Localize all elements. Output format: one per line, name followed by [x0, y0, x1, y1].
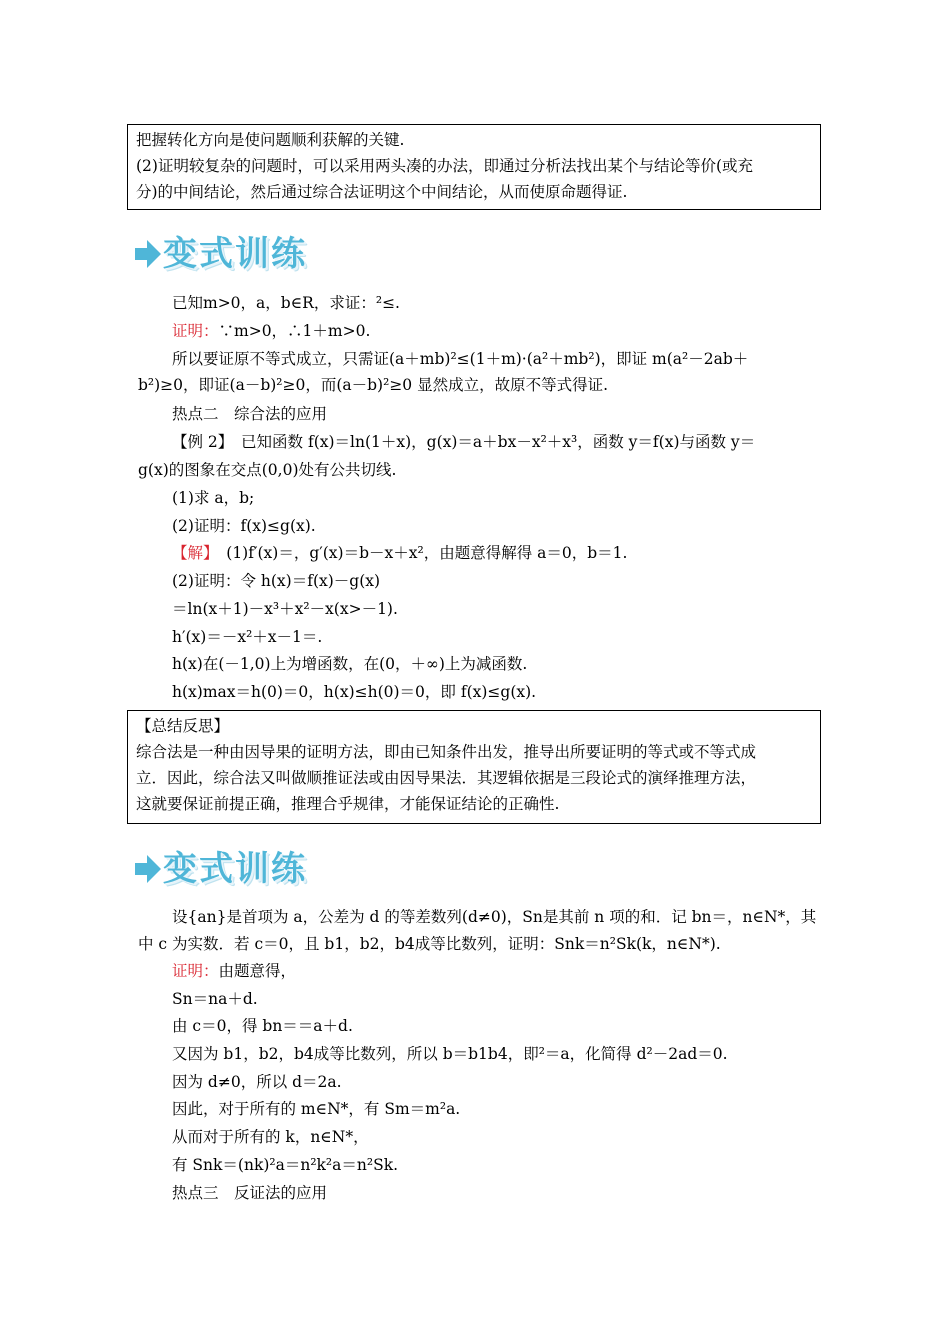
proof-line: 又因为 b1，b2，b4成等比数列，所以 b＝b1b4，即²＝a，化简得 d²－2ad＝0. — [172, 1045, 728, 1063]
solution-text: (1)f′(x)＝，g′(x)＝b－x＋x²，由题意得解得 a＝0，b＝1. — [210, 544, 628, 562]
question-line: (2)证明：f(x)≤g(x). — [172, 517, 316, 535]
box-line: (2)证明较复杂的问题时，可以采用两头凑的办法，即通过分析法找出某个与结论等价(或充 — [136, 157, 754, 175]
proof-line: 因为 d≠0，所以 d＝2a. — [172, 1073, 342, 1091]
section-title: 热点三 反证法的应用 — [172, 1184, 328, 1202]
variant-training-banner — [133, 845, 333, 893]
proof-line: 由 c＝0，得 bn＝＝a＋d. — [172, 1017, 353, 1035]
summary-title: 【总结反思】 — [136, 717, 230, 735]
proof-line: 因此，对于所有的 m∈N*，有 Sm＝m²a. — [172, 1100, 461, 1118]
proof-label: 证明： — [172, 962, 219, 980]
banner-label: 变式训练 — [163, 849, 307, 889]
box-line: 分)的中间结论，然后通过综合法证明这个中间结论，从而使原命题得证. — [136, 183, 628, 201]
solution-label: 【解】 — [172, 544, 211, 562]
solution-line: h(x)在(－1,0)上为增函数，在(0，＋∞)上为减函数. — [172, 655, 528, 673]
solution-line: h(x)max＝h(0)＝0，h(x)≤h(0)＝0，即 f(x)≤g(x). — [172, 683, 537, 701]
solution-line: h′(x)＝－x²＋x－1＝. — [172, 628, 323, 646]
note-box-method — [127, 124, 821, 210]
proof-line: 从而对于所有的 k，n∈N*， — [172, 1128, 369, 1146]
exercise-text: 已知m>0，a，b∈R，求证：²≤. — [172, 294, 400, 312]
exercise-text: 设{an}是首项为 a，公差为 d 的等差数列(d≠0)，Sn是其前 n 项的和．记 bn＝，n∈N*，其 — [172, 908, 817, 926]
proof-line: 所以要证原不等式成立，只需证(a＋mb)²≤(1＋m)·(a²＋mb²)，即证 m(a²－2ab＋ — [172, 350, 749, 368]
proof-line: Sn＝na＋d. — [172, 990, 258, 1008]
solution-line: ＝ln(x＋1)－x³＋x²－x(x>－1). — [172, 600, 398, 618]
box-line: 综合法是一种由因导果的证明方法，即由已知条件出发，推导出所要证明的等式或不等式成 — [136, 743, 757, 761]
solution-line — [172, 542, 627, 564]
summary-box — [127, 710, 821, 824]
proof-line: 有 Snk＝(nk)²a＝n²k²a＝n²Sk. — [172, 1156, 399, 1174]
proof-text: ∵m>0，∴1＋m>0. — [218, 322, 371, 340]
box-line: 把握转化方向是使问题顺利获解的关键. — [136, 131, 405, 149]
example-text: 【例 2】 已知函数 f(x)＝ln(1＋x)，g(x)＝a＋bx－x²＋x³，函数 y＝f(x)与函数 y＝ — [172, 433, 756, 451]
solution-line: (2)证明：令 h(x)＝f(x)－g(x) — [172, 572, 381, 590]
banner-label: 变式训练 — [163, 234, 307, 274]
example-text: g(x)的图象在交点(0,0)处有公共切线. — [138, 461, 397, 479]
proof-label: 证明： — [172, 322, 219, 340]
proof-text: 由题意得， — [218, 962, 297, 980]
box-line: 立．因此，综合法又叫做顺推证法或由因导果法．其逻辑依据是三段论式的演绎推理方法， — [136, 769, 757, 787]
variant-training-banner — [133, 230, 333, 278]
exercise-text: 中 c 为实数．若 c＝0，且 b1，b2，b4成等比数列，证明：Snk＝n²Sk(k，n∈N*). — [138, 935, 721, 953]
arrow-icon — [133, 845, 163, 893]
proof-line — [172, 960, 296, 982]
box-line: 这就要保证前提正确，推理合乎规律，才能保证结论的正确性. — [136, 795, 560, 813]
question-line: (1)求 a，b; — [172, 489, 255, 507]
proof-line — [172, 320, 370, 342]
proof-line: b²)≥0，即证(a－b)²≥0，而(a－b)²≥0 显然成立，故原不等式得证. — [138, 376, 609, 394]
section-title: 热点二 综合法的应用 — [172, 405, 328, 423]
arrow-icon — [133, 230, 163, 278]
